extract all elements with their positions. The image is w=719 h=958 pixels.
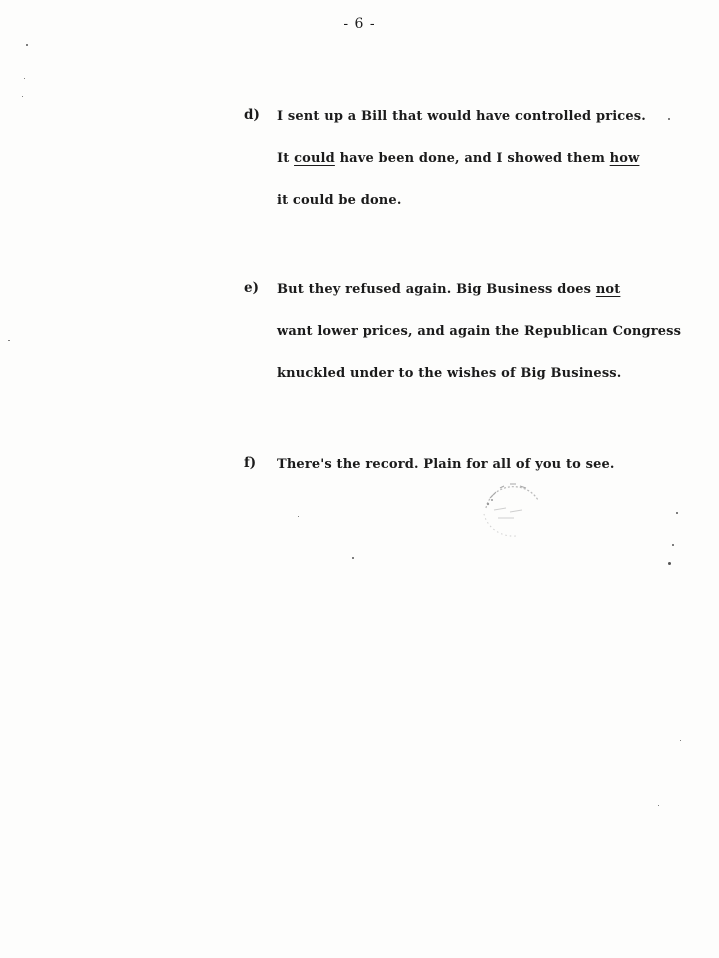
text-line (277, 455, 697, 475)
text-line (277, 322, 697, 342)
faded-seal-stamp (476, 478, 548, 540)
text-line (277, 280, 697, 300)
text-line (277, 107, 697, 127)
paper-speck (22, 96, 23, 97)
text-run: I sent up a Bill that would have controlled prices. (277, 109, 646, 124)
item-body (277, 107, 697, 233)
paper-speck (298, 516, 299, 517)
paper-speck (658, 805, 659, 806)
underlined-word: not (595, 282, 621, 297)
item-label: f) (244, 455, 257, 471)
text-run: It (277, 151, 295, 166)
text-line (277, 149, 697, 169)
item-body (277, 280, 697, 406)
text-run: want lower prices, and again the Republican Congress (277, 324, 682, 339)
item-label: e) (244, 280, 259, 296)
item-label: d) (244, 107, 260, 123)
text-run: knuckled under to the wishes of Big Business. (277, 366, 622, 381)
page-number: - 6 - (343, 16, 376, 32)
text-run: There's the record. Plain for all of you to see. (277, 457, 615, 472)
underlined-word: could (294, 151, 335, 166)
text-line (277, 364, 697, 384)
paper-speck (24, 78, 25, 79)
paper-speck (26, 44, 28, 46)
paper-speck (676, 512, 678, 514)
text-run: it could be done. (277, 193, 402, 208)
paper-speck (668, 118, 670, 120)
paper-speck (668, 562, 671, 565)
underlined-word: how (609, 151, 640, 166)
text-run: have been done, and I showed them (334, 151, 610, 166)
text-line (277, 191, 697, 211)
paper-speck (352, 557, 354, 559)
text-run: But they refused again. Big Business does (277, 282, 596, 297)
paper-speck (8, 340, 10, 341)
paper-speck (680, 740, 681, 741)
paper-speck (672, 544, 674, 546)
